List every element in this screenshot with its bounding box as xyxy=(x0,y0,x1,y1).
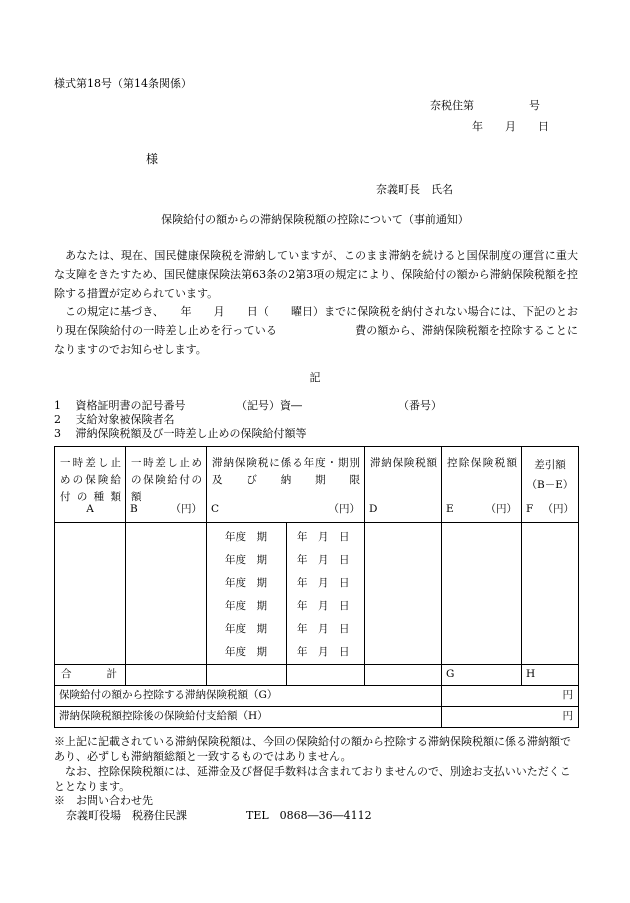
note-1: ※上記に記載されている滞納保険税額は、今回の保険給付の額から控除する滞納保険税額に係る滞納額であり、必ずしも滞納額総額と一致するものではありません。 xyxy=(54,735,571,763)
header-f-unit: （円） xyxy=(542,503,574,516)
item-1-number: 1 xyxy=(54,399,61,412)
issue-date: 年 月 日 xyxy=(472,120,549,133)
ki-heading: 記 xyxy=(309,371,321,384)
date-row-3: 年 月 日 xyxy=(297,577,350,589)
cell-c-nendo[interactable] xyxy=(207,523,287,665)
nendo-row-4: 年度 期 xyxy=(225,600,267,612)
cell-f[interactable] xyxy=(522,523,579,665)
total-label-1: 合 xyxy=(61,668,72,680)
date-row-2: 年 月 日 xyxy=(297,554,350,566)
header-d: 滞納保険税額 D xyxy=(365,447,442,523)
total-h[interactable] xyxy=(522,665,579,686)
row-g-label: 保険給付の額から控除する滞納保険税額（G） xyxy=(59,689,278,701)
date-row-5: 年 月 日 xyxy=(297,623,350,635)
nendo-row-1: 年度 期 xyxy=(225,531,267,543)
cell-a[interactable] xyxy=(55,523,126,665)
nendo-row-3: 年度 期 xyxy=(225,577,267,589)
header-c-line1: 滞納保険税に係る年度・期別 xyxy=(212,457,360,469)
row-g-amount[interactable] xyxy=(442,686,579,707)
total-h-letter: H xyxy=(526,668,536,680)
document-title: 保険給付の額からの滞納保険税額の控除について（事前通知） xyxy=(161,213,469,226)
header-c-letter: C xyxy=(211,503,220,516)
header-f-line2: （B－E） xyxy=(526,479,574,491)
item-2-number: 2 xyxy=(54,413,61,426)
total-b[interactable] xyxy=(126,665,207,686)
row-g-label-cell xyxy=(55,686,442,707)
total-g[interactable] xyxy=(442,665,522,686)
header-d-letter: D xyxy=(369,503,378,516)
header-c-unit: （円） xyxy=(328,503,360,516)
cell-b[interactable] xyxy=(126,523,207,665)
total-d[interactable] xyxy=(365,665,442,686)
header-a: 一時差し止めの保険給付の種類 A xyxy=(55,447,126,523)
header-a-letter: A xyxy=(86,503,94,516)
header-e-letter: E xyxy=(446,503,454,516)
item-1-bango: （番号） xyxy=(398,399,442,412)
cell-c-date[interactable] xyxy=(287,523,365,665)
total-g-letter: G xyxy=(446,668,455,680)
addressee: 様 xyxy=(146,152,159,166)
document-number: 奈税住第 号 xyxy=(430,99,540,112)
benefit-deduction-table xyxy=(54,446,579,728)
date-row-1: 年 月 日 xyxy=(297,531,350,543)
total-c2[interactable] xyxy=(287,665,365,686)
form-number: 様式第18号（第14条関係） xyxy=(54,77,192,90)
date-row-4: 年 月 日 xyxy=(297,600,350,612)
total-label-2: 計 xyxy=(106,668,117,680)
total-label-cell xyxy=(55,665,126,686)
date-row-6: 年 月 日 xyxy=(297,646,350,658)
header-c-line2: 及 び 納 期 限 xyxy=(212,474,360,486)
contact-heading: ※ お問い合わせ先 xyxy=(54,794,153,807)
item-1-kigo: （記号）資― xyxy=(236,399,302,412)
total-c1[interactable] xyxy=(207,665,287,686)
header-c xyxy=(207,447,365,523)
nendo-row-6: 年度 期 xyxy=(225,646,267,658)
body-paragraph-1: あなたは、現在、国民健康保険税を滞納していますが、このまま滞納を続けると国保制度の運営に重大な支障をきたすため、国民健康保険法第63条の2第3項の規定により、保険給付の額から滞納保険税額を控除する措置が定められています。 xyxy=(54,249,578,300)
row-h-amount[interactable] xyxy=(442,707,579,728)
row-h-yen: 円 xyxy=(562,710,573,722)
header-e-unit: （円） xyxy=(485,503,517,516)
header-b-unit: （円） xyxy=(170,503,202,516)
item-2-label: 支給対象被保険者名 xyxy=(75,413,175,426)
nendo-row-2: 年度 期 xyxy=(225,554,267,566)
row-h-label-cell xyxy=(55,707,442,728)
note-2: なお、控除保険税額には、延滞金及び督促手数料は含まれておりませんので、別途お支払いいただくこととなります。 xyxy=(54,765,571,793)
header-f xyxy=(522,447,579,523)
contact-office: 奈義町役場 税務住民課 xyxy=(66,809,187,822)
item-2 xyxy=(54,413,175,427)
contact-tel: TEL 0868―36―4112 xyxy=(246,809,372,822)
cell-e[interactable] xyxy=(442,523,522,665)
item-3 xyxy=(54,427,307,441)
header-b-letter: B xyxy=(130,503,138,516)
item-3-number: 3 xyxy=(54,427,61,440)
item-1 xyxy=(54,399,186,413)
header-f-line1: 差引額 xyxy=(534,459,566,471)
header-b: 一時差し止めの保険給付の額 B （円） xyxy=(126,447,207,523)
item-1-label: 資格証明書の記号番号 xyxy=(75,399,186,412)
row-h-label: 滞納保険税額控除後の保険給付支給額（H） xyxy=(59,710,268,722)
body-paragraph-2: この規定に基づき、 年 月 日（ 曜日）までに保険税を納付されない場合には、下記のとおり現在保険給付の一時差し止めを行っている 費の額から、滞納保険税額を控除することになりますのでお知らせします。 xyxy=(54,305,578,356)
nendo-row-5: 年度 期 xyxy=(225,623,267,635)
item-3-label: 滞納保険税額及び一時差し止めの保険給付額等 xyxy=(75,427,307,440)
row-g-yen: 円 xyxy=(562,689,573,701)
sender-name: 奈義町長 氏名 xyxy=(376,183,453,196)
header-e: 控除保険税額 E （円） xyxy=(442,447,522,523)
cell-d[interactable] xyxy=(365,523,442,665)
header-f-letter: F xyxy=(526,503,534,516)
